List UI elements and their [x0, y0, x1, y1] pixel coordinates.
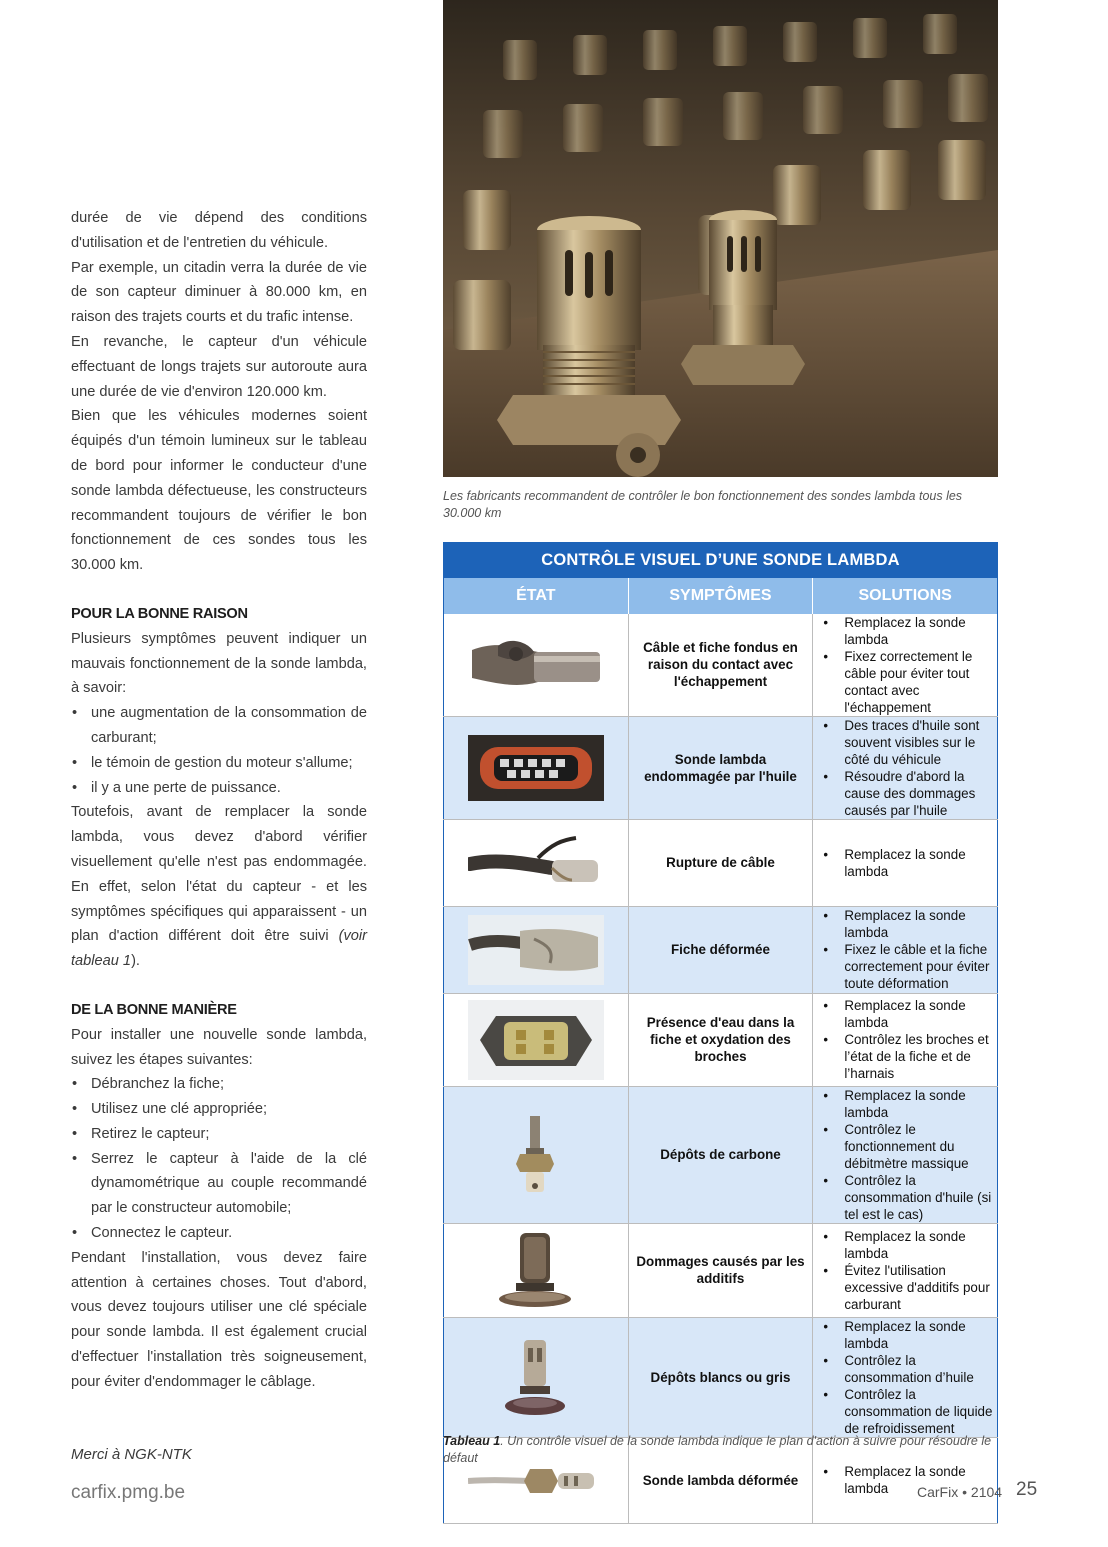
paragraph-text: ). [131, 953, 140, 970]
solution-item: • Remplacez la sonde lambda [821, 907, 993, 941]
symptom-cell: Câble et fiche fondus en raison du contact avec l'échappement [628, 614, 813, 717]
table-caption-text: . Un contrôle visuel de la sonde lambda indique le plan d'action à suivre pour résoudre le défaut [443, 1434, 992, 1465]
solution-item: • Contrôlez la consommation d'huile (si tel est le cas) [821, 1172, 993, 1223]
symptom-cell: Fiche déformée [628, 906, 813, 993]
list-item: • Retirez le capteur; [71, 1122, 367, 1147]
solution-cell [813, 906, 998, 993]
table-row [444, 906, 998, 993]
solution-cell [813, 1223, 998, 1317]
paragraph: Plusieurs symptômes peuvent indiquer un mauvais fonctionnement de la sonde lambda, à savoir: [71, 630, 367, 697]
symptom-cell: Sonde lambda endommagée par l'huile [628, 716, 813, 819]
white-deposit-thumbnail [468, 1334, 604, 1420]
paragraph-text: Toutefois, avant de remplacer la sonde lambda, vous devez d'abord vérifier visuellement qu'elle n'est pas endommagée. En effet, selon l'état du capteur - et les symptômes spécifiques qui apparaissent - un plan d'action différent doit être suivi [71, 804, 367, 945]
visual-check-table [443, 542, 998, 1524]
broken-cable-image [444, 819, 629, 906]
corroded-pins-thumbnail [468, 1000, 604, 1080]
paragraph: durée de vie dépend des conditions d'utilisation et de l'entretien du véhicule. [71, 210, 367, 251]
carbon-deposit-thumbnail [468, 1112, 604, 1198]
solution-item: • Fixez le câble et la fiche correctement pour éviter toute déformation [821, 941, 993, 992]
solution-item: • Contrôlez la consommation de liquide de refroidissement [821, 1386, 993, 1437]
footer-magazine-issue: CarFix • 2104 [917, 1484, 1003, 1500]
table-title: CONTRÔLE VISUEL D’UNE SONDE LAMBDA [444, 543, 998, 578]
solution-cell [813, 1086, 998, 1223]
solution-cell [813, 1317, 998, 1437]
deformed-plug-thumbnail [468, 915, 604, 985]
solution-item: • Remplacez la sonde lambda [821, 614, 993, 648]
symptom-cell: Dépôts blancs ou gris [628, 1317, 813, 1437]
solution-cell [813, 716, 998, 819]
symptom-list [71, 701, 367, 800]
additive-damage-image [444, 1223, 629, 1317]
solution-cell [813, 993, 998, 1086]
solution-item: • Contrôlez la consommation d’huile [821, 1352, 993, 1386]
solution-list [821, 1318, 993, 1437]
solution-item: • Évitez l'utilisation excessive d'additifs pour carburant [821, 1262, 993, 1313]
table-title-row [444, 543, 998, 578]
sensors-illustration [443, 0, 998, 477]
symptom-cell: Rupture de câble [628, 819, 813, 906]
white-deposit-image [444, 1317, 629, 1437]
oil-damaged-connector-image [444, 716, 629, 819]
table-caption-label: Tableau 1 [443, 1434, 501, 1448]
table-row [444, 819, 998, 906]
photo-caption: Les fabricants recommandent de contrôler le bon fonctionnement des sondes lambda tous les 30.000 km [443, 489, 963, 520]
table-row [444, 1086, 998, 1223]
broken-cable-thumbnail [468, 828, 604, 898]
list-item: • le témoin de gestion du moteur s'allume; [71, 751, 367, 776]
table-row [444, 1223, 998, 1317]
solution-item: • Remplacez la sonde lambda [821, 1318, 993, 1352]
paragraph: En revanche, le capteur d'un véhicule effectuant de longs trajets sur autoroute aura une durée de vie d'environ 120.000 km. [71, 333, 367, 400]
symptom-cell: Dommages causés par les additifs [628, 1223, 813, 1317]
symptom-cell: Dépôts de carbone [628, 1086, 813, 1223]
solution-item: • Résoudre d'abord la cause des dommages causés par l'huile [821, 768, 993, 819]
list-item: • Utilisez une clé appropriée; [71, 1097, 367, 1122]
column-header-symptoms: SYMPTÔMES [628, 578, 813, 614]
table-row [444, 993, 998, 1086]
solution-item: • Contrôlez les broches et l’état de la fiche et de l’harnais [821, 1031, 993, 1082]
solution-cell [813, 819, 998, 906]
oil-connector-thumbnail [468, 733, 604, 803]
solution-item: • Remplacez la sonde lambda [821, 1228, 993, 1262]
solution-cell [813, 614, 998, 717]
section-heading: POUR LA BONNE RAISON [71, 605, 248, 622]
solution-list [821, 1228, 993, 1313]
solution-item: • Remplacez la sonde lambda [821, 846, 993, 880]
additive-damage-thumbnail [468, 1227, 604, 1313]
solution-list [821, 1087, 993, 1223]
table-row [444, 716, 998, 819]
deformed-plug-image [444, 906, 629, 993]
corroded-pins-image [444, 993, 629, 1086]
melted-cable-thumbnail [468, 630, 604, 700]
paragraph [71, 800, 367, 974]
paragraph: Bien que les véhicules modernes soient équipés d'un témoin lumineux sur le tableau de bord pour informer le conducteur d'une sonde lambda défectueuse, les constructeurs recommandent toujours de vérifier le bon fonctionnement de ces sondes tous les 30.000 km. [71, 408, 367, 574]
article-credit: Merci à NGK-NTK [71, 1446, 192, 1463]
list-item: • une augmentation de la consommation de carburant; [71, 701, 367, 751]
melted-cable-image [444, 614, 629, 717]
solution-item: • Des traces d'huile sont souvent visibles sur le côté du véhicule [821, 717, 993, 768]
solution-list [821, 997, 993, 1082]
article-text-column [71, 206, 367, 1395]
solution-item: • Contrôlez le fonctionnement du débitmètre massique [821, 1121, 993, 1172]
solution-item: • Remplacez la sonde lambda [821, 1463, 993, 1497]
solution-item: • Remplacez la sonde lambda [821, 1087, 993, 1121]
symptom-cell: Présence d'eau dans la fiche et oxydation des broches [628, 993, 813, 1086]
table-row [444, 614, 998, 717]
solution-list [821, 614, 993, 716]
solution-item: • Remplacez la sonde lambda [821, 997, 993, 1031]
symptom-cell: Sonde lambda déformée [628, 1437, 813, 1523]
column-header-solutions: SOLUTIONS [813, 578, 998, 614]
list-item: • Débranchez la fiche; [71, 1072, 367, 1097]
solution-list [821, 846, 993, 880]
solution-list [821, 907, 993, 992]
table-row [444, 1317, 998, 1437]
section-heading: DE LA BONNE MANIÈRE [71, 1001, 237, 1018]
table-caption [443, 1433, 998, 1467]
paragraph: Pendant l'installation, vous devez faire attention à certaines choses. Tout d'abord, vous devez toujours utiliser une clé spéciale pour sonde lambda. Il est également crucial d'effectuer l'installation très soigneusement, pour éviter d'endommager le câblage. [71, 1249, 367, 1390]
install-steps-list [71, 1072, 367, 1246]
list-item: • Serrez le capteur à l'aide de la clé dynamométrique au couple recommandé par le constructeur automobile; [71, 1147, 367, 1221]
paragraph: Pour installer une nouvelle sonde lambda, suivez les étapes suivantes: [71, 1026, 367, 1068]
solution-list [821, 717, 993, 819]
column-header-state: ÉTAT [444, 578, 629, 614]
footer-website-link[interactable]: carfix.pmg.be [71, 1482, 186, 1503]
lambda-sensors-photo [443, 0, 998, 477]
table-header-row [444, 578, 998, 614]
solution-item: • Fixez correctement le câble pour éviter tout contact avec l'échappement [821, 648, 993, 716]
list-item: • Connectez le capteur. [71, 1221, 367, 1246]
list-item: • il y a une perte de puissance. [71, 776, 367, 801]
table-reference: (voir tableau 1 [71, 928, 367, 970]
page-number: 25 [1016, 1479, 1038, 1500]
carbon-deposit-image [444, 1086, 629, 1223]
paragraph: Par exemple, un citadin verra la durée de vie de son capteur diminuer à 80.000 km, en raison des trajets courts et du trafic intense. [71, 259, 367, 326]
